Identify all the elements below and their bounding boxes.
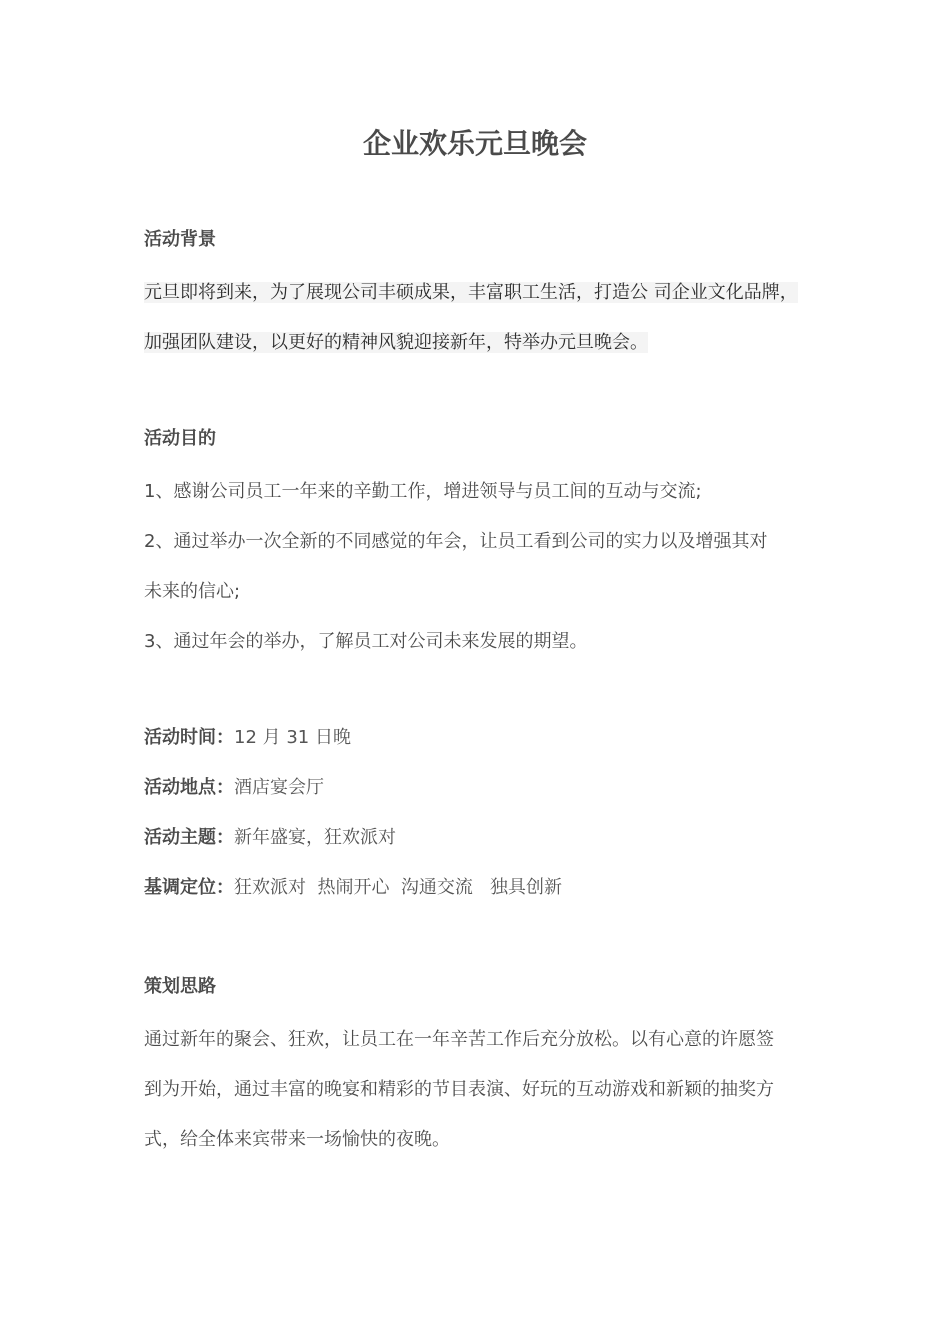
purpose-item-1: 1、感谢公司员工一年来的辛勤工作，增进领导与员工间的互动与交流;	[144, 481, 702, 502]
planning-line-2: 到为开始，通过丰富的晚宴和精彩的节目表演、好玩的互动游戏和新颖的抽奖方	[144, 1079, 774, 1100]
section-heading-background: 活动背景	[144, 229, 216, 250]
planning-paragraph	[144, 1015, 824, 1165]
detail-location-value: 酒店宴会厅	[234, 777, 324, 798]
detail-location-label: 活动地点：	[144, 777, 234, 798]
detail-tone	[144, 863, 824, 913]
section-heading-purpose: 活动目的	[144, 428, 216, 449]
planning-line-1: 通过新年的聚会、狂欢，让员工在一年辛苦工作后充分放松。以有心意的许愿签	[144, 1029, 774, 1050]
section-details	[144, 713, 824, 913]
detail-time	[144, 713, 824, 763]
detail-theme-label: 活动主题：	[144, 827, 234, 848]
purpose-item-3: 3、通过年会的举办，了解员工对公司未来发展的期望。	[144, 631, 588, 652]
purpose-list	[144, 467, 824, 667]
detail-time-label: 活动时间：	[144, 727, 234, 748]
background-line-2: 加强团队建设，以更好的精神风貌迎接新年，特举办元旦晚会。	[144, 332, 648, 353]
section-planning	[144, 973, 824, 1165]
section-purpose	[144, 425, 824, 667]
planning-line-3: 式，给全体来宾带来一场愉快的夜晚。	[144, 1129, 450, 1150]
detail-tone-label: 基调定位：	[144, 877, 234, 898]
page-title: 企业欢乐元旦晚会	[362, 127, 587, 160]
background-line-1: 元旦即将到来，为了展现公司丰硕成果，丰富职工生活，打造公 司企业文化品牌，	[144, 282, 798, 303]
detail-tone-value: 狂欢派对 热闹开心 沟通交流 独具创新	[234, 877, 563, 898]
detail-theme-value: 新年盛宴，狂欢派对	[234, 827, 396, 848]
section-heading-planning: 策划思路	[144, 976, 216, 997]
purpose-item-2: 2、通过举办一次全新的不同感觉的年会，让员工看到公司的实力以及增强其对	[144, 531, 768, 552]
background-paragraph	[144, 268, 824, 368]
purpose-item-2-cont: 未来的信心;	[144, 581, 241, 602]
detail-location	[144, 763, 824, 813]
section-background	[144, 226, 824, 368]
detail-theme	[144, 813, 824, 863]
detail-time-value: 12 月 31 日晚	[234, 727, 351, 748]
